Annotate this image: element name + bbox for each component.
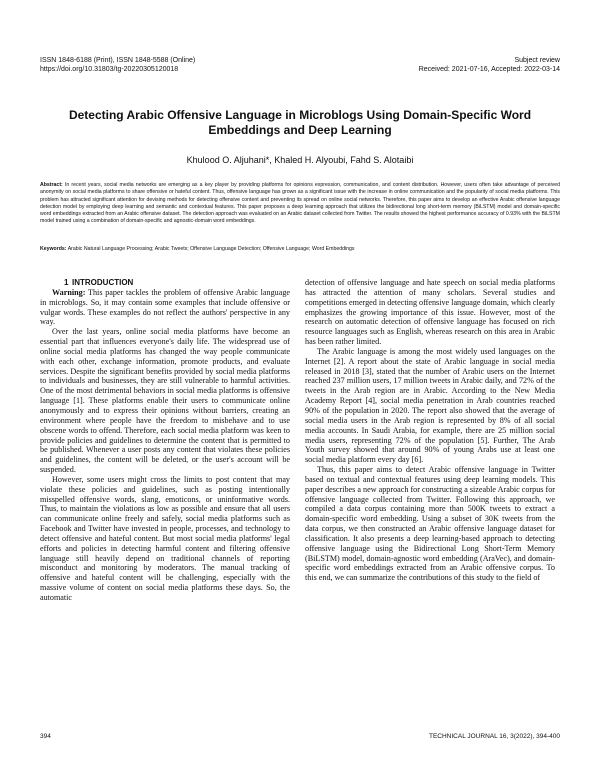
- keywords: [40, 246, 560, 253]
- section-heading: [40, 278, 290, 288]
- paragraph: The Arabic language is among the most widely used languages on the Internet [2]. A report about the state of Arabic language in social media released in 2018 [3], stated that the number of Arabic users on the Internet reached 237 million users, 17 million tweets in Arabic daily, and 72% of the tweets in the Arab region are in Arabic. According to the New Media Academy Report [4], social media penetration in Arab countries reached 90% of the population in 2020. The report also showed that the average of social media users in the Arab region is represented by 8% of all social media accounts. In Saudi Arabia, for example, there are 25 million social media users, representing 72% of the population [5]. Further, The Arab Youth survey showed that around 90% of young Arabs use at least one social media platform every day [6].: [305, 346, 555, 465]
- paragraph: Over the last years, online social media platforms have become an essential part that influences everyone's daily life. The widespread use of online social media platforms has changed the way people communicate with each other, exchange information, promote products, and evaluate services. Despite the significant benefits provided by social media platforms to individuals and businesses, they are still vulnerable to harmful activities. One of the most detrimental behaviors in social media platforms is offensive language [1]. These platforms enable their users to communicate online anonymously and to express their opinions without barriers, creating an environment where people have the freedom to misbehave and to use obscene words to offend. Therefore, each social media platform was keen to provide policies and guidelines to determine the content that is permitted to be published. Whenever a user posts any content that violates these policies and guidelines, the content will be deleted, or the user's account will be suspended.: [40, 327, 290, 475]
- abstract: [40, 182, 560, 226]
- warning-text: This paper tackles the problem of offensive Arabic language in microblogs. So, it may contain some examples that include offensive or vulgar words. These examples do not reflect the authors' perspective in any way.: [40, 287, 290, 327]
- warning-label: Warning:: [52, 287, 86, 297]
- abstract-label: Abstract:: [40, 182, 63, 188]
- paragraph: detection of offensive language and hate speech on social media platforms has attracted the attention of many scholars. Several studies and competitions emerged in detecting offensive language domain, which clearly emphasizes the growing importance of this issue. However, most of the research on automatic detection of offensive language has focused on rich resource languages such as English, whereas research on this area in Arabic has been rather limited.: [305, 278, 555, 347]
- doi-link[interactable]: https://doi.org/10.31803/tg-20220305120018: [40, 66, 179, 73]
- right-column: [305, 278, 555, 583]
- paragraph: However, some users might cross the limits to post content that may violate these policies and guidelines, such as posting intentionally misspelled offensive words, slang, emoticons, or uninformative words. Thus, to maintain the violations as low as possible and ensure that all users can communicate online freely and safely, social media platforms such as Facebook and Twitter have invested in people, processes, and technology to detect offensive and hateful content. But most social media platforms' legal efforts and policies in detecting harmful content and filtering offensive language still heavily depend on traditional channels of reporting misconduct and monitoring by moderators. The manual tracking of offensive and hateful content will be challenging, especially with the massive volume of content on social media platforms these days. So, the automatic: [40, 474, 290, 602]
- keywords-text: Arabic Natural Language Processing; Arabic Tweets; Offensive Language Detection; Offensive Language; Word Embeddings: [67, 246, 355, 252]
- author-list: Khulood O. Aljuhani*, Khaled H. Alyoubi, Fahd S. Alotaibi: [186, 155, 414, 165]
- journal-identifiers: [40, 56, 195, 74]
- journal-citation: TECHNICAL JOURNAL 16, 3(2022), 394-400: [428, 733, 560, 740]
- left-column: [40, 278, 290, 603]
- article-type: Subject review: [514, 57, 560, 64]
- page-number: 394: [40, 733, 51, 740]
- paper-title: Detecting Arabic Offensive Language in Microblogs Using Domain-Specific Word Embeddings and Deep Learning: [68, 108, 532, 137]
- section-title: INTRODUCTION: [72, 278, 134, 287]
- paragraph: Thus, this paper aims to detect Arabic offensive language in Twitter based on textual and contextual features using deep learning models. This paper describes a new approach for constructing a sizeable Arabic corpus for offensive language collected from Twitter. Following this approach, we compiled a data corpus containing more than 500K tweets to extract a domain-specific word embedding. Using a subset of 30K tweets from the data corpus, we then constructed an Arabic offensive language dataset for classification. It also presents a deep learning-based approach to detecting offensive language using the Bidirectional Long Short-Term Memory (BiLSTM) model, domain-agnostic word embedding (AraVec), and domain-specific word embeddings extracted from an Arabic offensive corpus. To this end, we can summarize the contributions of this study to the field of: [305, 465, 555, 583]
- abstract-text: In recent years, social media networks are emerging as a key player by providing platforms for opinions expression, communication, and content distribution. However, users often take advantage of perceived anonymity on social media platforms to share offensive or hateful content. Thus, offensive language has grown as a significant issue with the increase in online communication and the popularity of social media platforms. This problem has attracted significant attention for devising methods for detecting offensive content and preventing its spread on online social networks. Therefore, this paper aims to develop an effective Arabic offensive language detection model by employing deep learning and semantic and contextual features. This paper proposes a deep learning approach that utilizes the bidirectional long short-term memory (BiLSTM) model and domain-specific word embeddings extracted from an Arabic offensive dataset. The detection approach was evaluated on an Arabic dataset collected from Twitter. The results showed the highest performance accuracy of 0.93% with the BiLSTM model trained using a combination of domain-specific and agnostic-domain word embeddings.: [40, 182, 560, 225]
- article-info: [419, 56, 560, 74]
- warning-paragraph: [40, 288, 290, 327]
- issn-text: ISSN 1848-6188 (Print), ISSN 1848-5588 (Online): [40, 57, 196, 64]
- keywords-label: Keywords:: [40, 246, 67, 252]
- section-number: 1: [64, 278, 69, 287]
- received-accepted-dates: Received: 2021-07-16, Accepted: 2022-03-14: [418, 66, 560, 73]
